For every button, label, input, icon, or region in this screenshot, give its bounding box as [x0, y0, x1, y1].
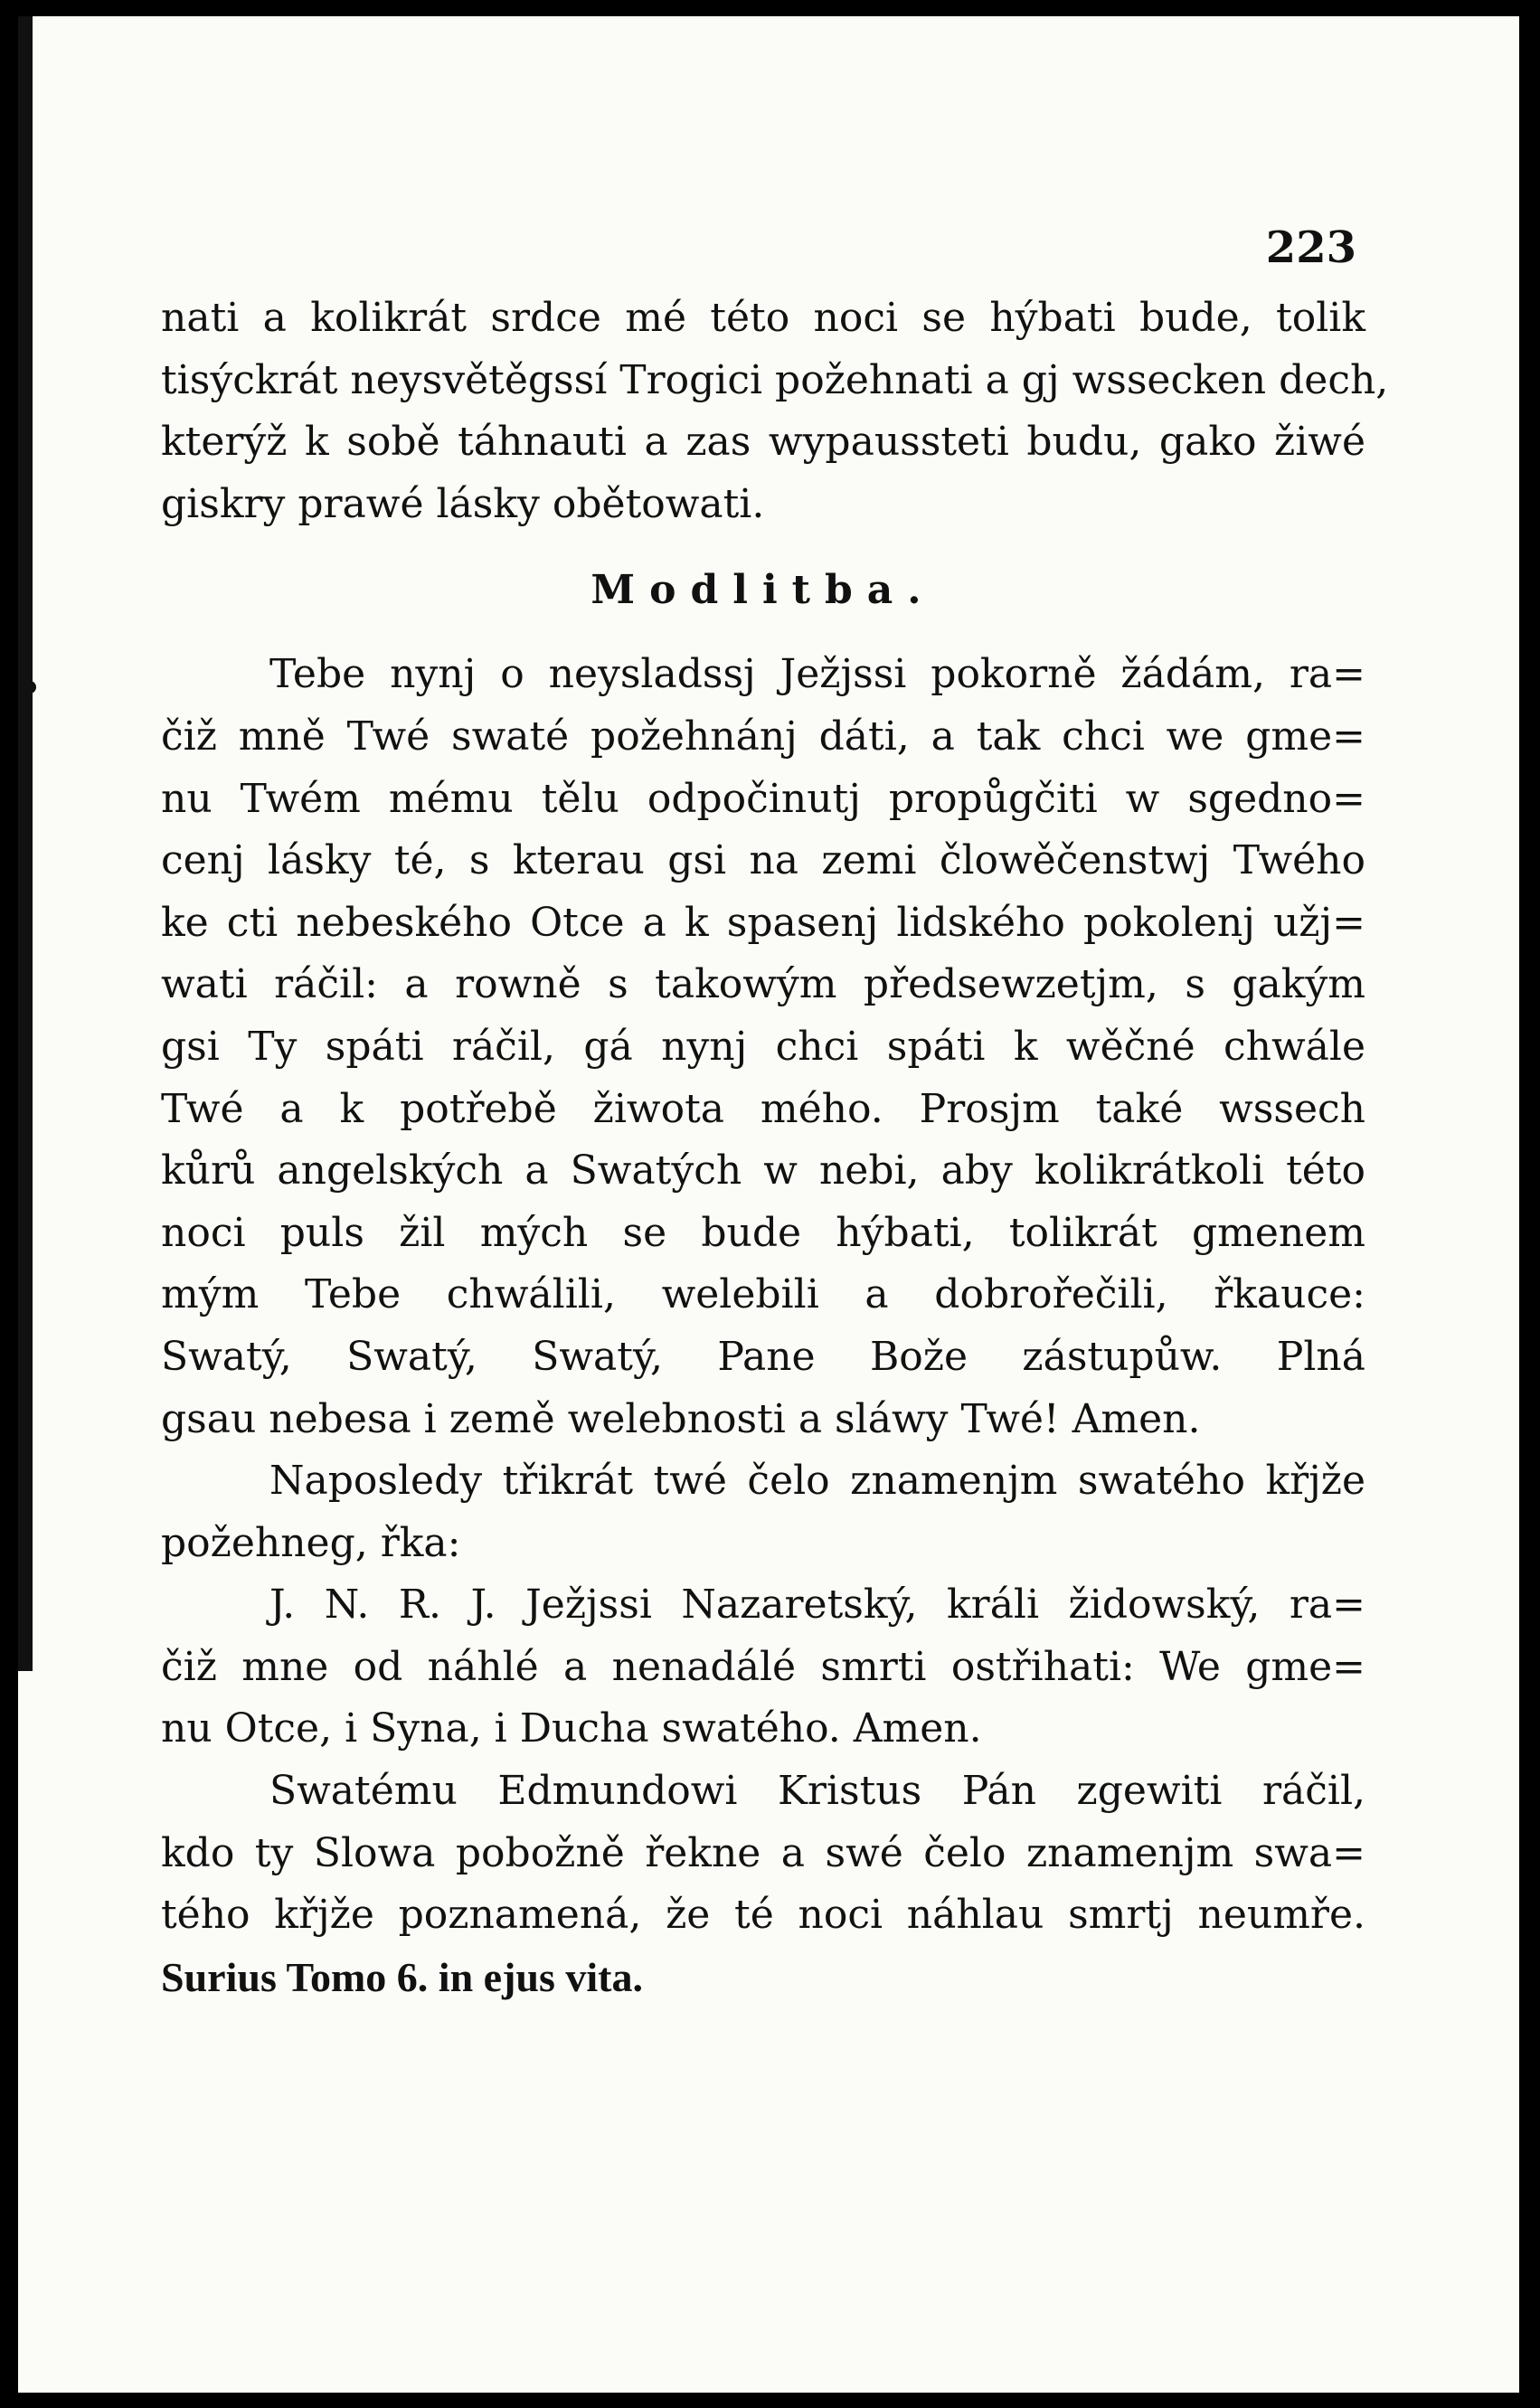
text-line: ke cti nebeského Otce a k spasenj lidského pokolenj užj= [161, 899, 1365, 946]
text-line: čiž mne od náhlé a nenadálé smrti ostřihati: We gme= [161, 1643, 1365, 1690]
page-number: 223 [1265, 222, 1356, 273]
text-line: kterýž k sobě táhnauti a zas wypaussteti budu, gako žiwé [161, 419, 1365, 466]
text-line: cenj lásky té, s kterau gsi na zemi člowěčenstwj Twého [161, 837, 1365, 884]
text-line: mým Tebe chwálili, welebili a dobrořečili, řkauce: [161, 1271, 1365, 1318]
text-line: čiž mně Twé swaté požehnánj dáti, a tak chci we gme= [161, 713, 1365, 760]
text-line: Tebe nynj o neysladssj Ježjssi pokorně žádám, ra= [269, 651, 1365, 698]
text-line: požehneg, řka: [161, 1519, 461, 1566]
text-line: gsau nebesa i země welebnosti a sláwy Twé! Amen. [161, 1395, 1201, 1442]
text-line: tého křjže poznamená, že té noci náhlau smrtj neumře. [161, 1892, 1365, 1939]
page-body [161, 288, 1389, 2008]
page-edge-mark [24, 681, 36, 694]
text-line: Twé a k potřebě žiwota mého. Prosjm také wssech [161, 1085, 1365, 1132]
book-page [18, 16, 1519, 2393]
text-line: J. N. R. J. Ježjssi Nazaretský, králi židowský, ra= [269, 1582, 1365, 1629]
source-citation: Surius Tomo 6. in ejus vita. [161, 1953, 643, 2000]
text-line: wati ráčil: a rowně s takowým předsewzetjm, s gakým [161, 961, 1365, 1008]
text-line: kůrů angelských a Swatých w nebi, aby kolikrátkoli této [161, 1147, 1365, 1195]
text-line: nati a kolikrát srdce mé této noci se hýbati bude, tolik [161, 295, 1365, 341]
text-line: gsi Ty spáti ráčil, gá nynj chci spáti k wěčné chwále [161, 1023, 1365, 1070]
text-line: Swatému Edmundowi Kristus Pán zgewiti ráčil, [269, 1768, 1365, 1815]
text-line: giskry prawé lásky obětowati. [161, 480, 765, 527]
text-line: tisýckrát neysvětěgssí Trogici požehnati a gj wssecken dech, [161, 356, 1389, 403]
text-line: noci puls žil mých se bude hýbati, tolikrát gmenem [161, 1209, 1365, 1256]
page-edge-shadow [18, 16, 33, 1671]
section-heading: Modlitba. [590, 567, 936, 614]
text-line: nu Twém mému tělu odpočinutj propůgčiti w sgedno= [161, 775, 1365, 822]
text-line: Naposledy třikrát twé čelo znamenjm swatého křjže [269, 1458, 1365, 1505]
text-line: kdo ty Slowa pobožně řekne a swé čelo znamenjm swa= [161, 1829, 1365, 1876]
text-line: nu Otce, i Syna, i Ducha swatého. Amen. [161, 1705, 982, 1752]
text-line: Swatý, Swatý, Swatý, Pane Bože zástupůw. Plná [161, 1333, 1365, 1380]
